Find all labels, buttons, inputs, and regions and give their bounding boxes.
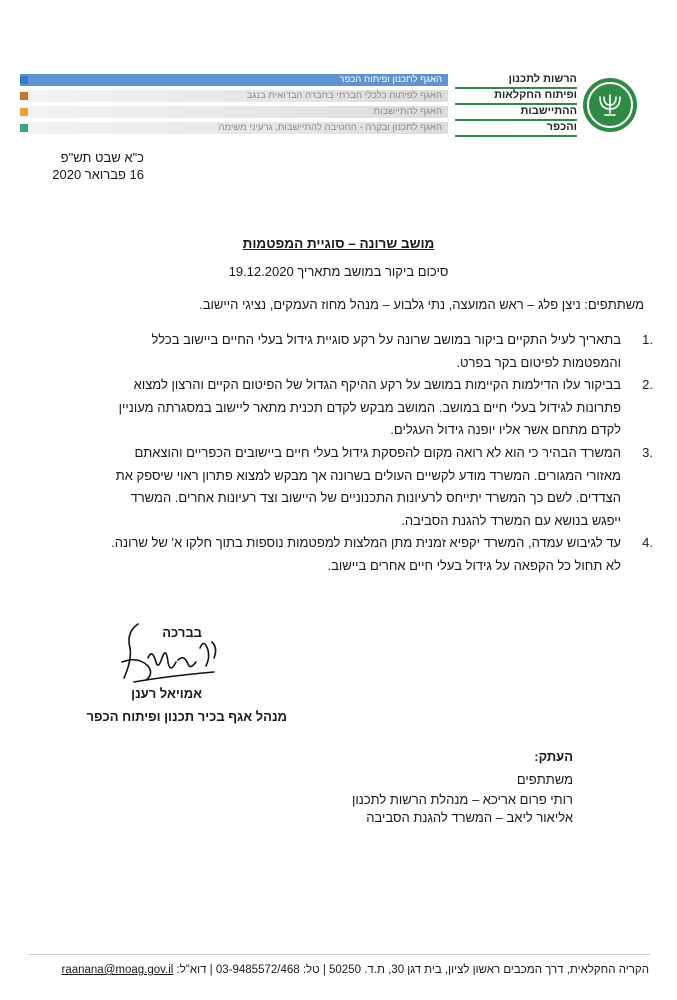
copy-recipient: משתתפים — [516, 772, 573, 787]
footer-address: הקריה החקלאית, דרך המכבים ראשון לציון, בית דגן 30, ת.ד. 50250 | טל: 03-9485572/468 | דוא"ל: — [173, 964, 649, 976]
org-name-line-3: ההתיישבות — [455, 105, 577, 121]
dept-bar-3 — [20, 106, 448, 120]
dept-label: האגף לפיתוח כלכלי חברתי בחברה הבדואית בנגב — [246, 90, 442, 101]
signer-name: אמויאל רענן — [131, 686, 202, 701]
item-number: .1 — [642, 332, 653, 347]
item-number: .2 — [642, 377, 653, 392]
dept-label: האגף לתכנון ובקרה - החטיבה להתיישבות, גרעיני משימה — [218, 122, 442, 133]
summary-item-1 — [35, 329, 653, 374]
handwritten-signature — [118, 618, 228, 690]
copy-recipient: רותי פרום אריכא – מנהלת הרשות לתכנון — [352, 792, 573, 807]
footer-email-link[interactable]: raanana@moag.gov.il — [61, 964, 174, 976]
hebrew-date: כ"א שבט תש"פ — [60, 150, 144, 165]
item-line: בתאריך לעיל התקיים ביקור במושב שרונה על רקע סוגיית גידול בעלי החיים ביישוב בכלל — [151, 332, 621, 347]
summary-item-2 — [35, 374, 653, 442]
copies-heading: העתק: — [534, 749, 573, 764]
item-line: והמפטמות לפיטום בקר בפרט. — [456, 354, 621, 370]
org-name-line-2: ופיתוח החקלאות — [455, 89, 577, 105]
closing-greeting: בברכה — [162, 625, 202, 640]
copy-recipient: אליאור ליאב – המשרד להגנת הסביבה — [366, 810, 573, 825]
gregorian-date: 16 פברואר 2020 — [52, 167, 144, 182]
dept-label: האגף לתכנון ופיתוח הכפר — [339, 74, 442, 85]
dept-bar-4 — [20, 122, 448, 136]
menorah-icon — [596, 91, 624, 119]
dept-bar-2 — [20, 90, 448, 104]
participants-line: משתתפים: ניצן פלג – ראש המועצה, נתי גלבוע – מנהל מחוז העמקים, נציגי היישוב. — [199, 297, 644, 312]
summary-item-3 — [35, 442, 653, 532]
dept-bar-1 — [20, 74, 448, 88]
item-line: ייפגש בנושא עם המשרד להגנת הסביבה. — [401, 512, 621, 528]
item-number: .3 — [642, 445, 653, 460]
summary-item-4 — [35, 532, 653, 577]
item-line: המשרד הבהיר כי הוא לא רואה מקום להפסקת גידול בעלי חיים ביישובים הכפריים והוצאתם — [134, 445, 621, 460]
ministry-emblem-logo — [583, 78, 637, 132]
document-subtitle: סיכום ביקור במושב מתאריך 19.12.2020 — [228, 264, 449, 279]
item-line: בביקור עלו הדילמות הקיימות במושב על רקע ההיקף הגדול של הפיטום הקיים והרצון למצוא — [133, 377, 621, 392]
org-name-line-1: הרשות לתכנון — [455, 73, 577, 89]
dept-label: האגף להתיישבות — [373, 106, 442, 117]
item-line: הצדדים. לשם כך המשרד יתייחס לרעיונות התכנוניים של היישוב וצד רעיונות אחרים. המשרד — [130, 490, 621, 505]
item-line: מאזורי המגורים. המשרד מודע לקשיים העולים בשרונה אך מבקש למצוא פתרון ראוי שיספק את — [115, 467, 621, 483]
item-line: לא תחול כל הקפאה על גידול בעלי חיים אחרים ביישוב. — [327, 557, 621, 573]
item-line: פתרונות לגידול בעלי חיים במושב. המושב מבקש לקדם תכנית מתאר ליישוב במסגרתה מעוניין — [118, 399, 621, 415]
footer-divider — [28, 954, 650, 955]
item-number: .4 — [642, 535, 653, 550]
signer-role: מנהל אגף בכיר תכנון ופיתוח הכפר — [86, 709, 287, 724]
org-name-line-4: והכפר — [455, 121, 577, 137]
item-line: עד לגיבוש עמדה, המשרד יקפיא זמנית מתן המלצות למפטמות נוספות בתוך חלקו א' של שרונה. — [111, 535, 621, 550]
document-title: מושב שרונה – סוגיית המפטמות — [242, 236, 435, 251]
item-line: לקדם מתחם אשר אליו יופנה גידול העגלים. — [390, 422, 621, 437]
footer-contact — [27, 964, 649, 976]
